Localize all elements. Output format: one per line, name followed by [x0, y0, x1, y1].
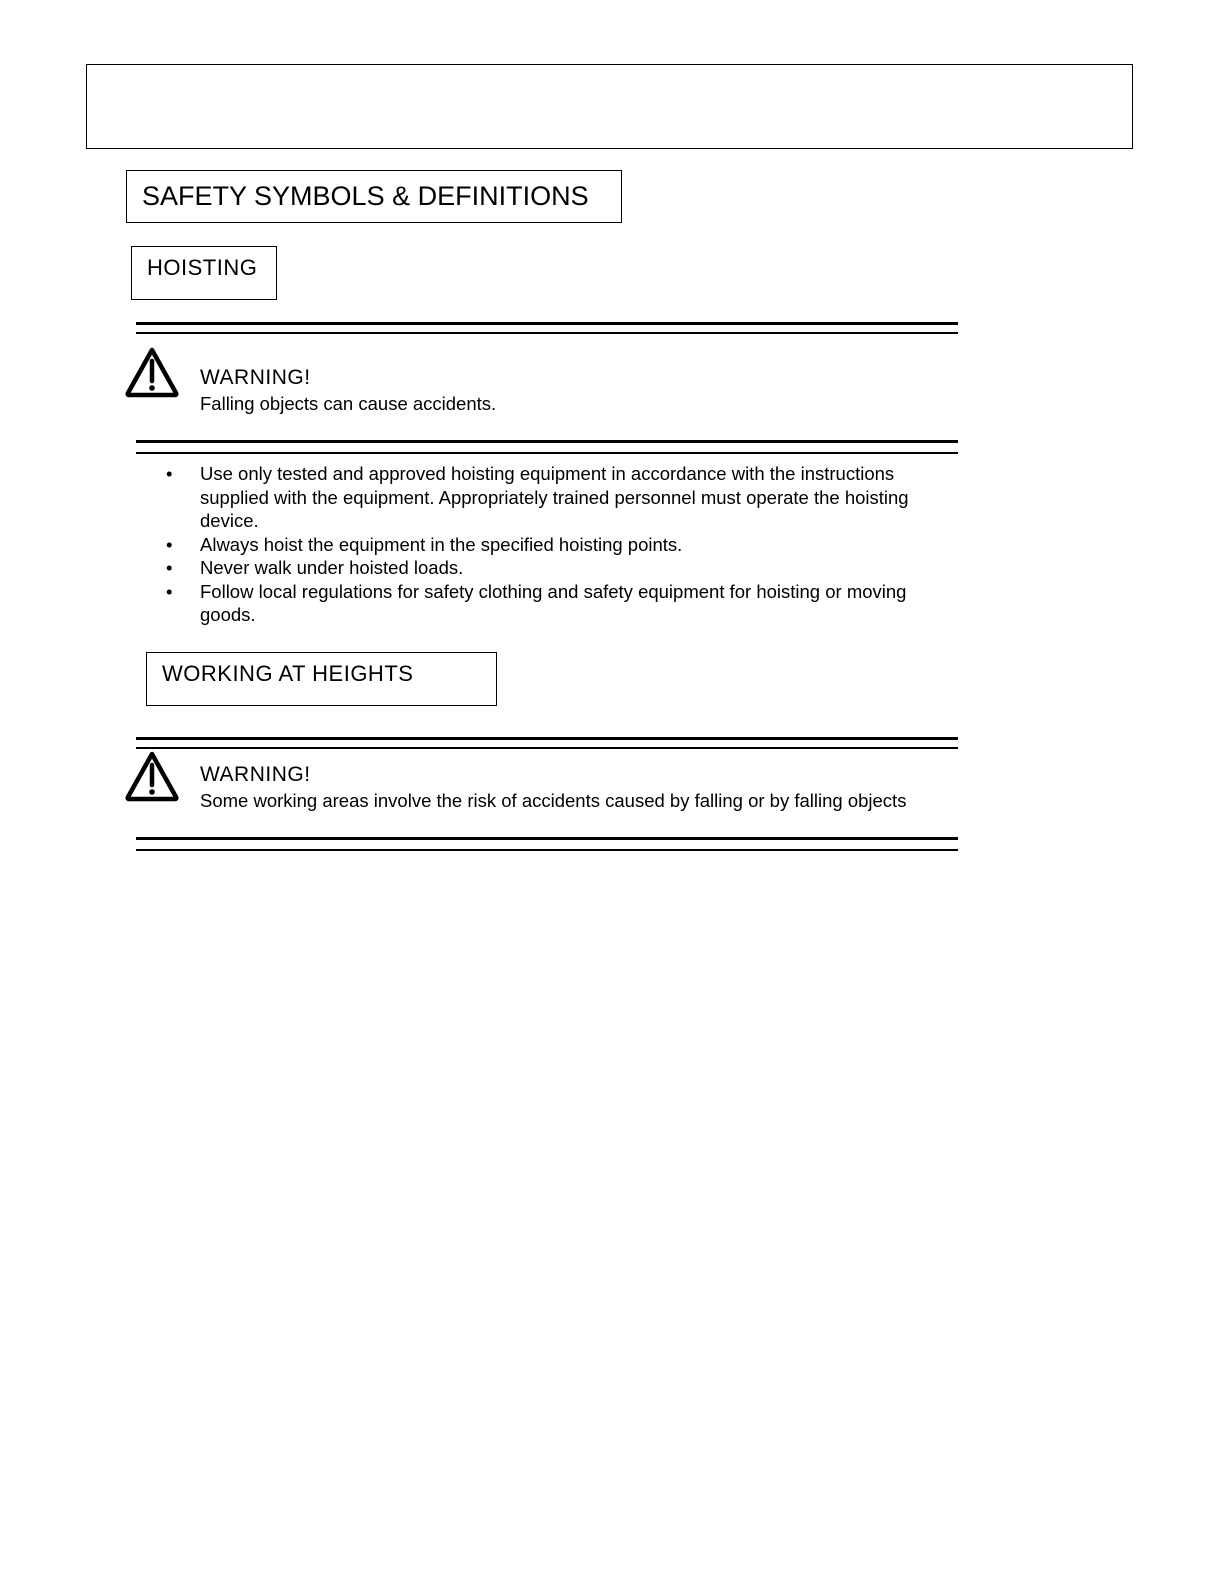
divider — [136, 837, 958, 840]
list-item-text: Use only tested and approved hoisting equipment in accordance with the instructions supplied with the equipment. Appropriately trained personnel must operate the hoisting device. — [200, 463, 909, 531]
bullet-icon: • — [166, 557, 173, 578]
divider — [136, 452, 958, 454]
divider — [136, 332, 958, 334]
divider — [136, 322, 958, 325]
bullet-icon: • — [166, 533, 173, 555]
warning-triangle-icon — [124, 346, 180, 398]
bullet-icon: • — [166, 580, 173, 602]
warning-title: WARNING! — [200, 763, 311, 786]
warning-title: WARNING! — [200, 366, 311, 389]
warning-text: Falling objects can cause accidents. — [200, 393, 497, 414]
warning-text: Some working areas involve the risk of accidents caused by falling or by falling objects — [200, 790, 907, 811]
list-item-text: Follow local regulations for safety clothing and safety equipment for hoisting or moving goods. — [200, 580, 907, 625]
list-item-text: Always hoist the equipment in the specified hoisting points. — [200, 533, 683, 555]
list-item — [160, 462, 950, 533]
divider — [136, 440, 958, 443]
divider — [136, 849, 958, 851]
bullet-list — [160, 462, 950, 627]
section-heading-working-at-heights: WORKING AT HEIGHTS — [146, 652, 497, 706]
divider — [136, 737, 958, 740]
page-title: SAFETY SYMBOLS & DEFINITIONS — [126, 170, 622, 223]
list-item — [160, 533, 950, 557]
header-box — [86, 64, 1133, 149]
list-item — [160, 556, 950, 580]
section-heading-hoisting: HOISTING — [131, 246, 277, 300]
list-item — [160, 580, 950, 627]
bullet-icon: • — [166, 463, 173, 484]
list-item-text: Never walk under hoisted loads. — [200, 557, 464, 578]
divider — [136, 747, 958, 749]
warning-triangle-icon — [124, 750, 180, 802]
